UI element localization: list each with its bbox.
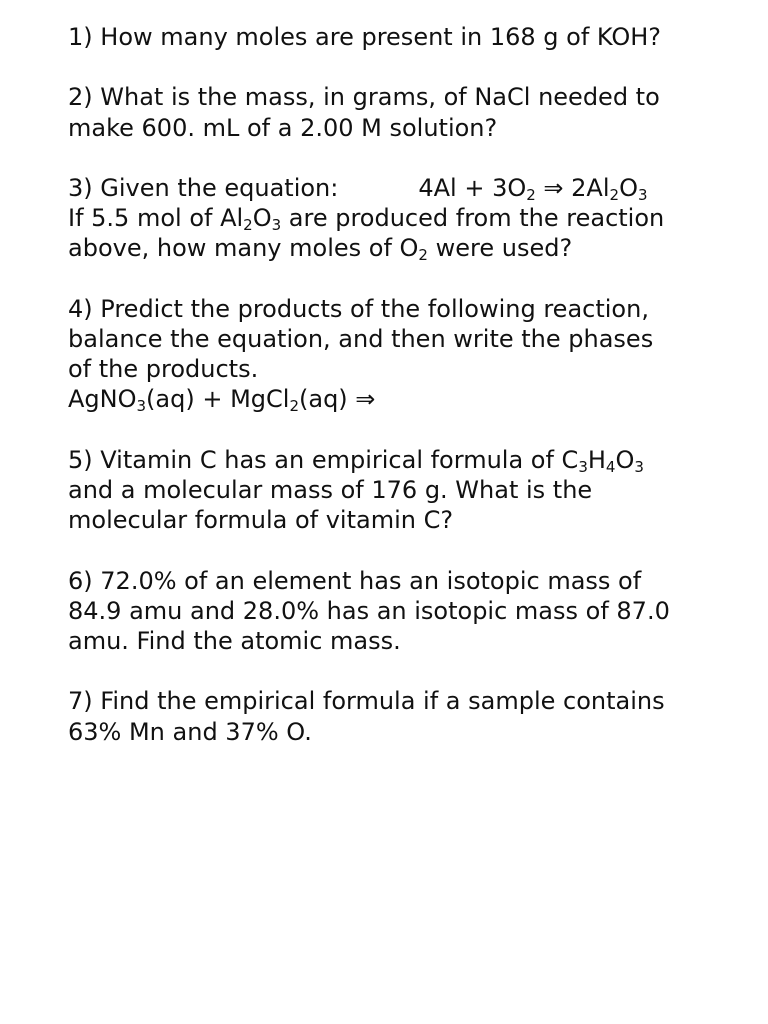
- question-3-line-3: [68, 233, 718, 263]
- question-6-line-1: [68, 566, 718, 596]
- question-3-line-2: [68, 203, 718, 233]
- question-1-text: How many moles are present in 168 g of KOH?: [100, 23, 661, 51]
- worksheet: [68, 22, 718, 777]
- question-5-number: 5): [68, 445, 93, 474]
- question-4-text-1: Predict the products of the following reaction,: [100, 294, 649, 323]
- formula-element: O: [615, 445, 635, 474]
- question-4-line-2: balance the equation, and then write the phases: [68, 324, 654, 353]
- equation-sub: 3: [637, 185, 648, 204]
- question-5: [68, 445, 718, 536]
- equation-sub: 2: [526, 185, 536, 204]
- question-4-number: 4): [68, 294, 93, 323]
- question-3-number: 3): [68, 173, 93, 202]
- formula-sub: 4: [605, 457, 616, 476]
- reaction-arrow: (aq) ⇒: [299, 385, 376, 414]
- equation-reactants: 4Al + 3O: [418, 173, 527, 202]
- question-2-text-1: What is the mass, in grams, of NaCl needed to: [100, 83, 660, 112]
- question-3-intro: Given the equation:: [100, 173, 339, 202]
- question-3: [68, 173, 718, 264]
- formula-sub: 3: [271, 216, 282, 235]
- formula-sub: 2: [243, 216, 253, 235]
- reaction-equation: [68, 384, 718, 414]
- equation-arrow-product: ⇒ 2Al: [535, 173, 610, 202]
- reaction-reactant-1: AgNO: [68, 385, 137, 414]
- question-3-text: were used?: [427, 234, 573, 263]
- question-5-line-1: [68, 445, 718, 475]
- question-4: [68, 294, 718, 415]
- question-6-text-1: 72.0% of an element has an isotopic mass of: [100, 566, 642, 595]
- question-1-line-1: [68, 22, 718, 52]
- question-6-line-3: amu. Find the atomic mass.: [68, 626, 401, 655]
- question-7-line-1: [68, 686, 718, 716]
- question-6-number: 6): [68, 566, 93, 595]
- question-3-text: above, how many moles of O: [68, 234, 419, 263]
- question-4-line-1: [68, 294, 718, 324]
- question-2: [68, 82, 718, 142]
- question-1-number: 1): [68, 23, 93, 51]
- question-3-text: O: [252, 204, 272, 233]
- formula-sub: 3: [634, 457, 644, 476]
- equation-sub: 2: [609, 185, 620, 204]
- question-2-line-2: make 600. mL of a 2.00 M solution?: [68, 113, 498, 142]
- question-6-line-2: 84.9 amu and 28.0% has an isotopic mass of 87.0: [68, 596, 670, 625]
- question-3-text: If 5.5 mol of Al: [68, 204, 244, 233]
- question-5-text: Vitamin C has an empirical formula of C: [100, 445, 579, 474]
- reaction-reactant-2: (aq) + MgCl: [146, 385, 290, 414]
- formula-sub: 2: [289, 397, 299, 416]
- formula-element: H: [587, 445, 606, 474]
- question-5-line-2: and a molecular mass of 176 g. What is the: [68, 475, 593, 504]
- question-4-line-3: of the products.: [68, 355, 259, 384]
- formula-sub: 2: [418, 246, 428, 265]
- equation-oxygen: O: [619, 173, 638, 202]
- formula-sub: 3: [578, 457, 588, 476]
- formula-sub: 3: [136, 397, 147, 416]
- question-7: [68, 686, 718, 746]
- question-3-line-1: [68, 173, 718, 203]
- question-2-line-1: [68, 82, 718, 112]
- question-2-number: 2): [68, 83, 93, 112]
- question-1: [68, 22, 718, 52]
- question-7-text-1: Find the empirical formula if a sample contains: [100, 687, 665, 716]
- question-7-line-2: 63% Mn and 37% O.: [68, 717, 312, 746]
- question-3-text: are produced from the reaction: [281, 204, 665, 233]
- question-6: [68, 566, 718, 657]
- equation: [418, 174, 647, 202]
- question-7-number: 7): [68, 687, 93, 716]
- question-5-line-3: molecular formula of vitamin C?: [68, 506, 454, 535]
